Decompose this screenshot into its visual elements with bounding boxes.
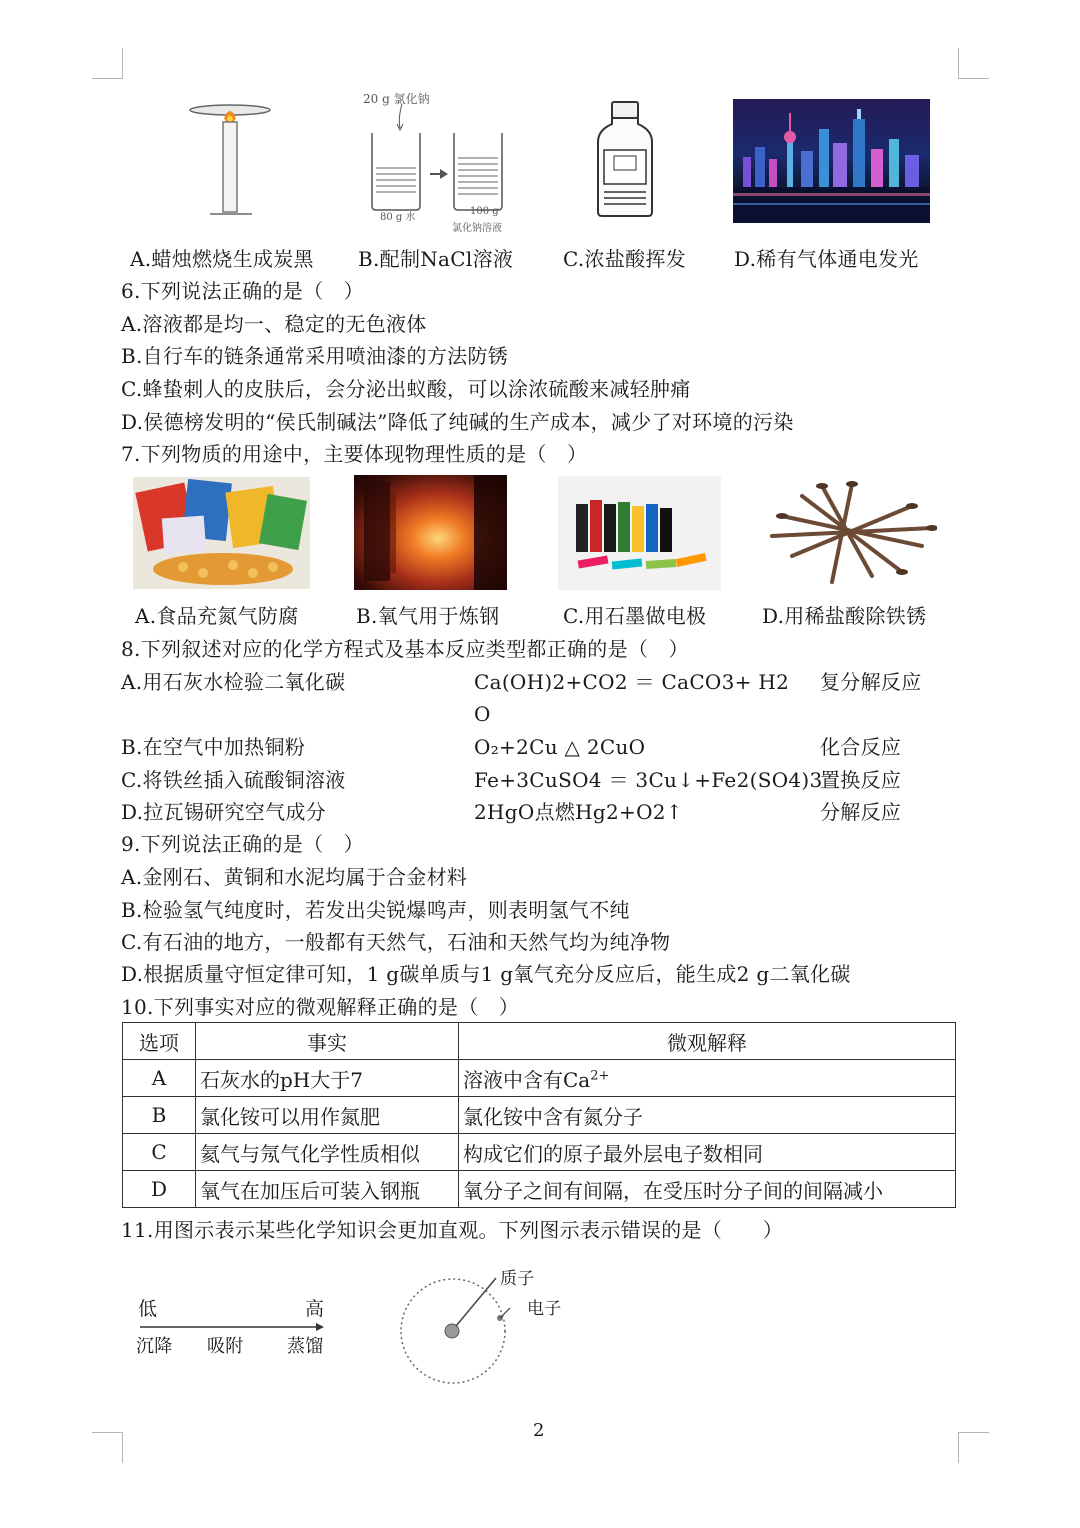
beaker-right-label-2: 氯化钠溶液 [452,223,502,234]
q7-option-c: C.用石墨做电极 [563,604,707,628]
q10-stem: 10.下列事实对应的微观解释正确的是（ ） [121,995,520,1019]
table-row [123,1171,956,1208]
q6-stem: 6.下列说法正确的是（ ） [121,279,364,303]
batteries-photo [558,476,721,590]
q10-row-b-explanation: 氯化铵中含有氮分子 [459,1097,956,1134]
q7-option-d: D.用稀盐酸除铁锈 [762,604,927,628]
q5-option-d: D.稀有气体通电发光 [734,247,919,271]
q8-row-d-equation: 2HgO点燃Hg2+O2↑ [474,800,683,824]
q10-row-a-fact: 石灰水的pH大于7 [196,1060,459,1097]
q11-fig2-electron-label: 电子 [527,1299,562,1319]
purification-arrow [138,1320,328,1334]
table-row [123,1134,956,1171]
q10-row-c-fact: 氦气与氖气化学性质相似 [196,1134,459,1171]
q5-option-a: A.蜡烛燃烧生成炭黑 [130,247,314,271]
crop-mark-bottom-left [92,1432,123,1463]
q10-row-b-fact: 氯化铵可以用作氮肥 [196,1097,459,1134]
table-row [123,1060,956,1097]
crop-mark-top-left [92,48,123,79]
beaker-top-label: 20 g 氯化钠 [363,92,430,106]
q8-row-b-equation: O₂+2Cu △ 2CuO [474,735,646,759]
q8-row-b-desc: B.在空气中加热铜粉 [121,735,306,759]
q10-row-c-option: C [123,1134,196,1171]
q8-stem: 8.下列叙述对应的化学方程式及基本反应类型都正确的是（ ） [121,637,689,661]
q6-option-b: B.自行车的链条通常采用喷油漆的方法防锈 [121,344,509,368]
q10-row-d-fact: 氧气在加压后可装入钢瓶 [196,1171,459,1208]
q6-option-d: D.侯德榜发明的“侯氏制碱法”降低了纯碱的生产成本，减少了对环境的污染 [121,410,794,434]
q5-option-b: B.配制NaCl溶液 [358,247,514,271]
q8-row-d-type: 分解反应 [820,800,902,824]
q8-row-a-type: 复分解反应 [820,670,922,694]
q10-row-a-option: A [123,1060,196,1097]
page-number: 2 [533,1420,545,1441]
q10-row-a-charge: 2+ [590,1067,610,1083]
q5-option-c: C.浓盐酸挥发 [563,247,687,271]
q10-row-a-explanation [459,1060,956,1097]
q8-row-c-desc: C.将铁丝插入硫酸铜溶液 [121,768,346,792]
q8-row-a-equation: Ca(OH)2+CO2 ＝ CaCO3+ H2 [474,670,790,694]
q10-header-explanation: 微观解释 [459,1023,956,1060]
q11-stem: 11.用图示表示某些化学知识会更加直观。下列图示表示错误的是（ ） [121,1218,784,1242]
q10-row-d-option: D [123,1171,196,1208]
q10-header-option: 选项 [123,1023,196,1060]
acid-bottle-figure [592,100,658,220]
q8-row-d-desc: D.拉瓦锡研究空气成分 [121,800,326,824]
q9-option-c: C.有石油的地方，一般都有天然气，石油和天然气均为纯净物 [121,930,671,954]
q10-row-a-expl-text: 溶液中含有Ca [463,1067,591,1092]
q10-header-fact: 事实 [196,1023,459,1060]
beaker-right-label-1: 100 g [470,206,499,217]
q11-fig1-item-3: 蒸馏 [287,1336,324,1357]
q9-option-a: A.金刚石、黄铜和水泥均属于合金材料 [121,865,468,889]
q10-row-d-explanation: 氧分子之间有间隔，在受压时分子间的间隔减小 [459,1171,956,1208]
q8-row-c-equation: Fe+3CuSO4 ＝ 3Cu↓+Fe2(SO4)3 [474,768,823,792]
q11-fig1-low: 低 [138,1298,158,1320]
q8-row-b-type: 化合反应 [820,735,902,759]
q9-option-b: B.检验氢气纯度时，若发出尖锐爆鸣声，则表明氢气不纯 [121,898,630,922]
q7-option-b: B.氧气用于炼钢 [356,604,500,628]
q10-header-row [123,1023,956,1060]
q10-row-b-option: B [123,1097,196,1134]
q9-option-d: D.根据质量守恒定律可知，1 g碳单质与1 g氧气充分反应后，能生成2 g二氧化碳 [121,962,851,986]
q11-fig2-proton-label: 质子 [500,1269,535,1289]
q7-stem: 7.下列物质的用途中，主要体现物理性质的是（ ） [121,442,588,466]
candle-figure [180,100,280,220]
q8-row-a-equation-cont: O [474,702,491,726]
atom-structure-diagram [396,1270,516,1390]
q8-row-c-type: 置换反应 [820,768,902,792]
q9-stem: 9.下列说法正确的是（ ） [121,832,364,856]
q6-option-a: A.溶液都是均一、稳定的无色液体 [121,312,427,336]
q11-fig1-high: 高 [305,1298,325,1320]
furnace-photo [354,475,507,590]
q8-row-a-desc: A.用石灰水检验二氧化碳 [121,670,346,694]
q6-option-c: C.蜂蛰刺人的皮肤后，会分泌出蚁酸，可以涂浓硫酸来减轻肿痛 [121,377,691,401]
crop-mark-bottom-right [958,1432,989,1463]
beaker-left-label: 80 g 水 [380,212,416,223]
q10-table [122,1022,956,1208]
crop-mark-top-right [958,48,989,79]
food-packages-photo [133,477,310,589]
rusty-nails-figure [762,476,937,590]
q11-fig1-item-2: 吸附 [207,1336,244,1357]
q10-row-c-explanation: 构成它们的原子最外层电子数相同 [459,1134,956,1171]
q11-fig1-item-1: 沉降 [136,1336,173,1357]
q7-option-a: A.食品充氮气防腐 [135,604,299,628]
neon-city-photo [733,99,930,223]
table-row [123,1097,956,1134]
